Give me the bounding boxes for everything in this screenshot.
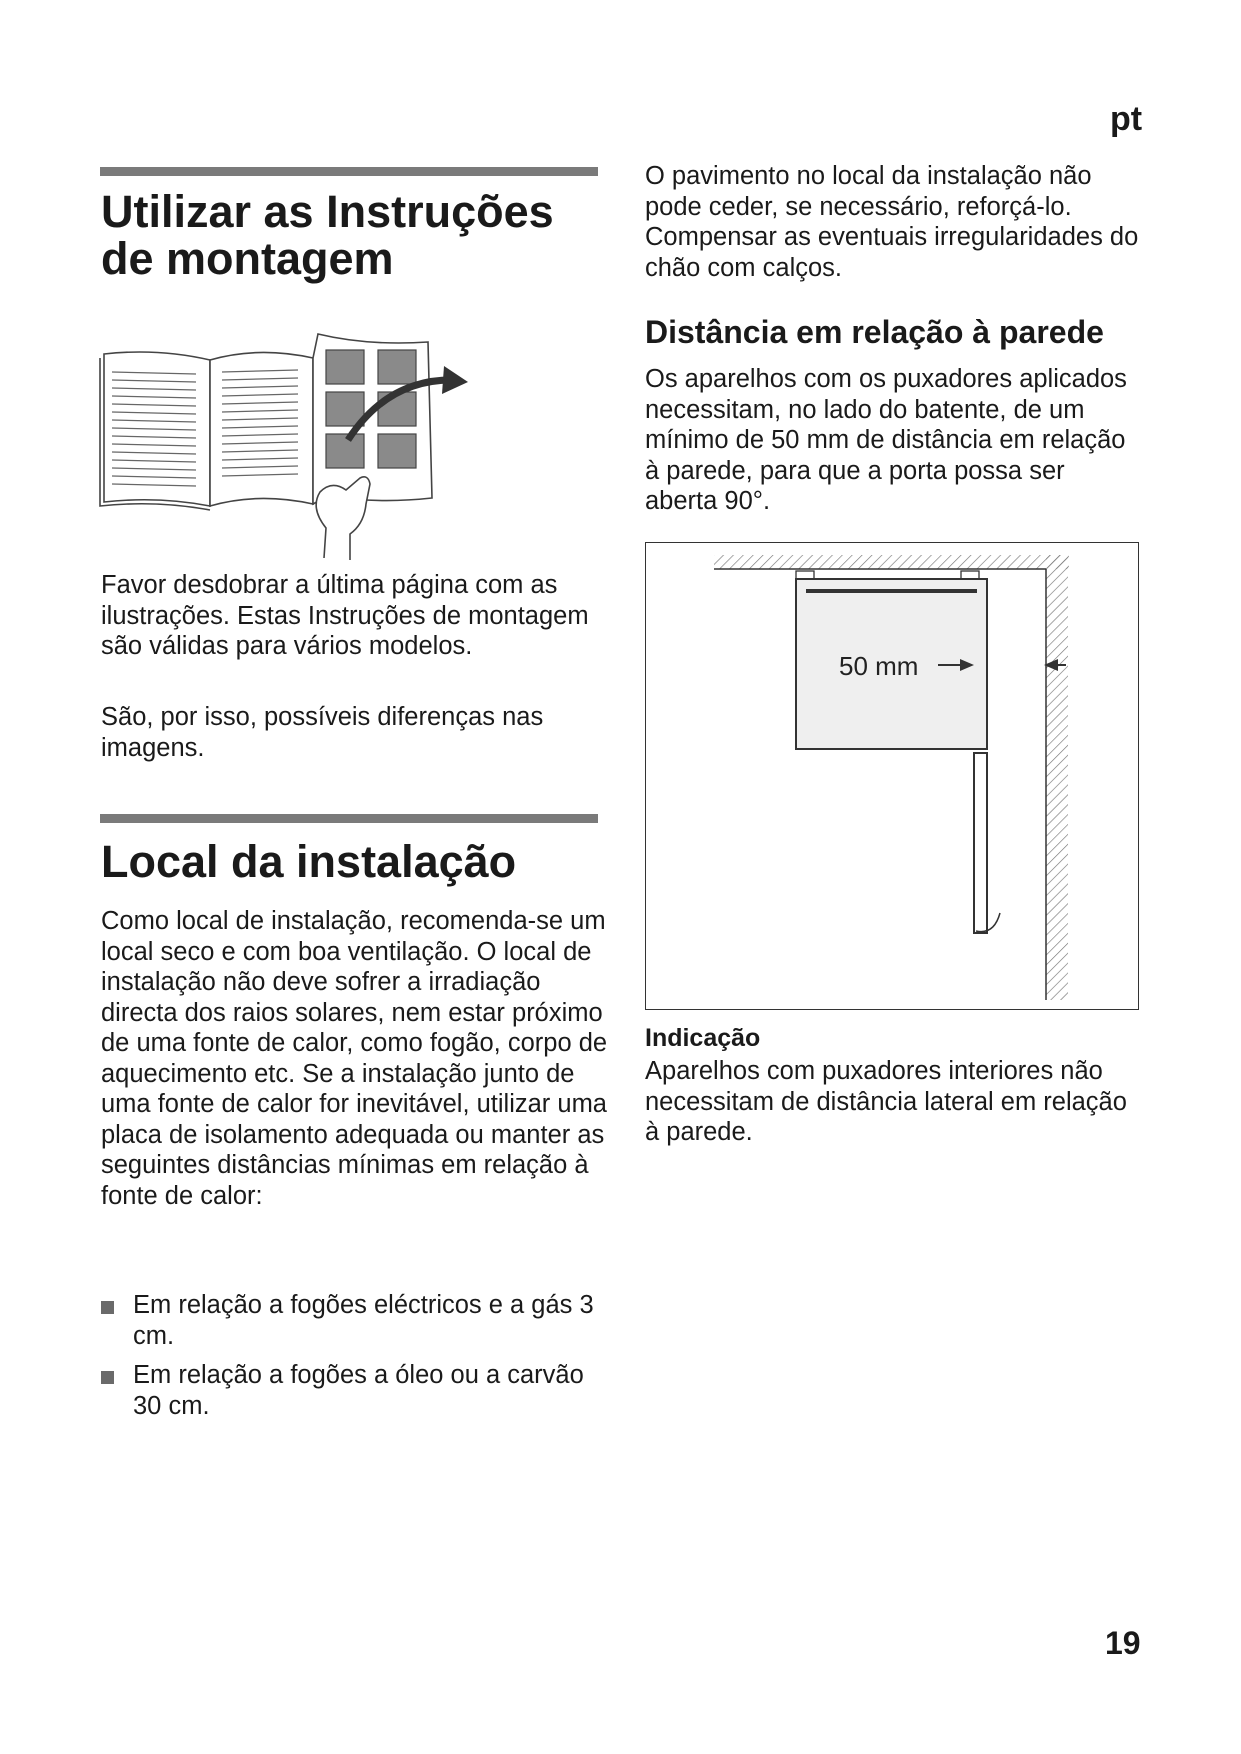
- bullet-icon: [101, 1301, 114, 1314]
- unfold-booklet-illustration: [98, 328, 470, 562]
- section-rule-top: [100, 167, 598, 176]
- note-title: Indicação: [645, 1024, 761, 1052]
- list-item-text: Em relação a fogões eléctricos e a gás 3 cm.: [133, 1291, 594, 1350]
- list-item: [101, 1290, 601, 1352]
- title-line-2: de montagem: [101, 233, 394, 284]
- wall-distance-diagram: [645, 542, 1139, 1010]
- title-line-1: Utilizar as Instruções: [101, 186, 554, 237]
- differences-paragraph: São, por isso, possíveis diferenças nas imagens.: [101, 703, 544, 762]
- note-text: Aparelhos com puxadores interiores não necessitam de distância lateral em relação à parede.: [645, 1057, 1127, 1146]
- wall-distance-drawing: [646, 543, 1137, 1008]
- section-rule-local: [100, 814, 598, 823]
- wall-distance-heading: Distância em relação à parede: [645, 314, 1104, 350]
- page-number: 19: [1105, 1625, 1141, 1661]
- installation-site-paragraph: Como local de instalação, recomenda-se um local seco e com boa ventilação. O local de instalação não deve sofrer a irradiação directa dos raios solares, nem estar próximo de uma fonte de calor, como fogão, corpo de aquecimento etc. Se a instalação junto de uma fonte de calor for inevitável, utilizar uma placa de isolamento adequada ou manter as seguintes distâncias mínimas em relação à fonte de calor:: [101, 907, 608, 1210]
- wall-distance-paragraph: Os aparelhos com os puxadores aplicados necessitam, no lado do batente, de um mínimo de 50 mm de distância em relação à parede, para que a porta possa ser aberta 90°.: [645, 365, 1127, 515]
- booklet-image: [98, 328, 470, 562]
- heat-source-distance-list: [101, 1290, 601, 1430]
- list-item: [101, 1360, 601, 1422]
- distance-label: 50 mm: [839, 651, 919, 681]
- language-code: pt: [1110, 100, 1143, 138]
- list-item-text: Em relação a fogões a óleo ou a carvão 30 cm.: [133, 1361, 584, 1420]
- section-title-installation-site: Local da instalação: [101, 836, 517, 887]
- floor-paragraph: O pavimento no local da instalação não pode ceder, se necessário, reforçá-lo. Compensar as eventuais irregularidades do chão com calços.: [645, 162, 1139, 282]
- bullet-icon: [101, 1371, 114, 1384]
- section-title-instructions: [101, 188, 601, 282]
- unfold-paragraph: Favor desdobrar a última página com as ilustrações. Estas Instruções de montagem são válidas para vários modelos.: [101, 571, 589, 660]
